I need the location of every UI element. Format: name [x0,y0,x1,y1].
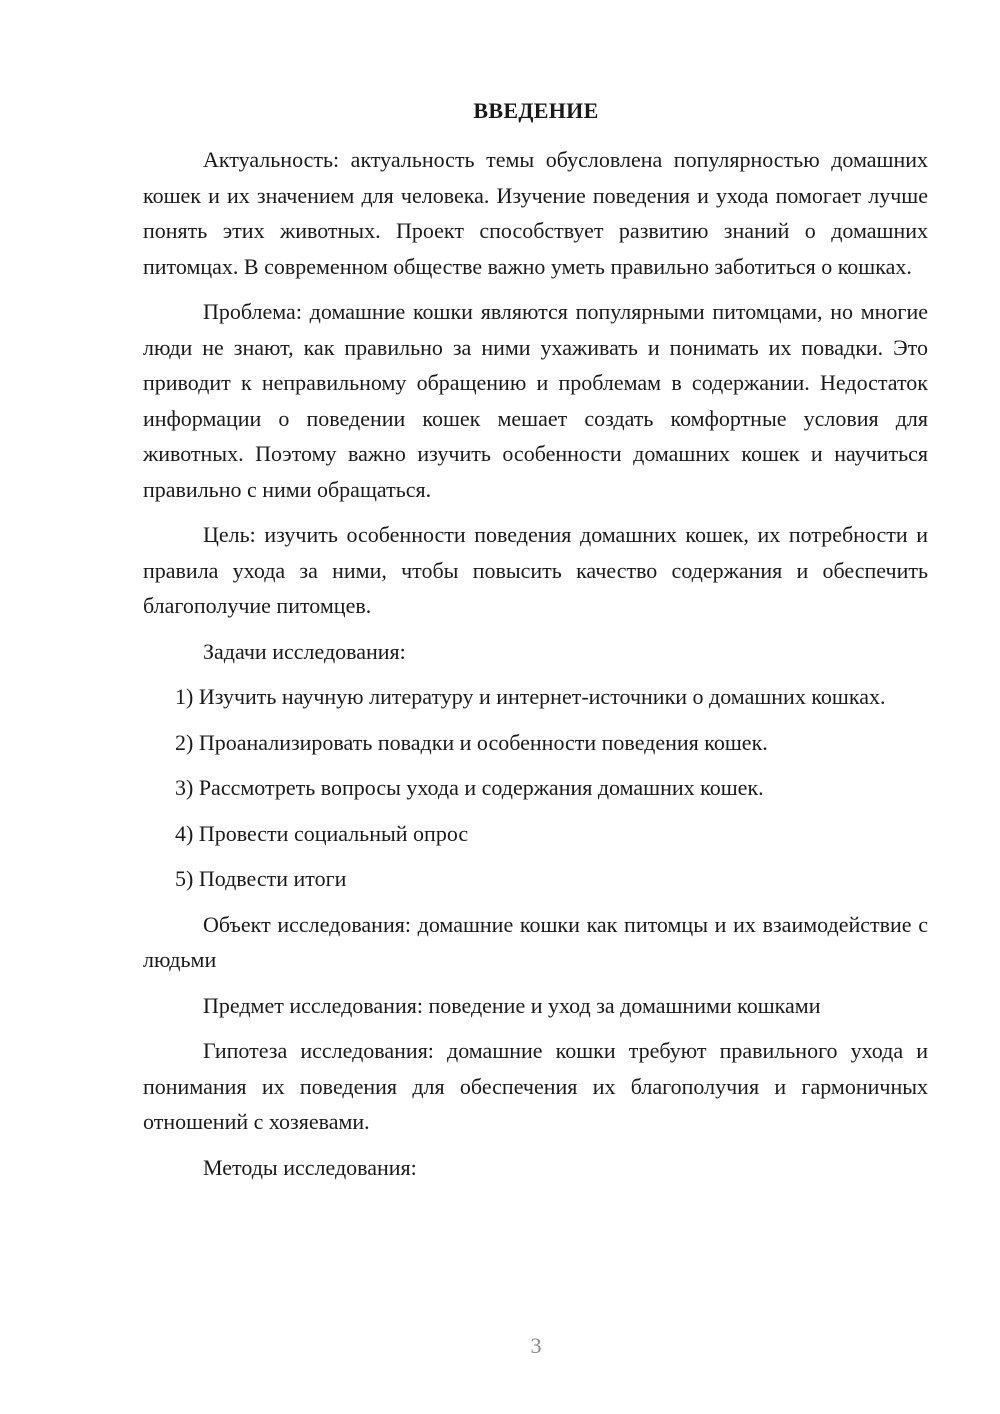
task-item-3: 3) Рассмотреть вопросы ухода и содержания домашних кошек. [175,775,764,800]
relevance-paragraph: Актуальность: актуальность темы обусловлена популярностью домашних кошек и их значением для человека. Изучение поведения и ухода помогает лучше понять этих животных. Проект способствует развитию знаний о домашних питомцах. В современном обществе важно уметь правильно заботиться о кошках. [143,147,928,279]
task-item-2: 2) Проанализировать повадки и особенности поведения кошек. [175,729,768,755]
problem-paragraph: Проблема: домашние кошки являются популярными питомцами, но многие люди не знают, как правильно за ними ухаживать и понимать их повадки. Это приводит к неправильному обращению и проблемам в содержании. Недостаток информации о поведении кошек мешает создать комфортные условия для животных. Поэтому важно изучить особенности домашних кошек и научиться правильно с ними обращаться. [143,299,928,502]
section-title: ВВЕДЕНИЕ [473,98,599,123]
methods-heading: Методы исследования: [203,1154,417,1180]
task-item-1: 1) Изучить научную литературу и интернет-источники о домашних кошках. [175,684,886,709]
tasks-heading: Задачи исследования: [203,638,406,664]
goal-paragraph: Цель: изучить особенности поведения домашних кошек, их потребности и правила ухода за ними, чтобы повысить качество содержания и обеспечить благополучие питомцев. [143,522,928,618]
task-item-4: 4) Провести социальный опрос [175,820,469,846]
body-text [143,142,928,1195]
page-number: 3 [530,1333,542,1358]
subject-paragraph: Предмет исследования: поведение и уход за домашними кошками [203,992,821,1018]
task-item-5: 5) Подвести итоги [175,866,347,891]
hypothesis-paragraph: Гипотеза исследования: домашние кошки требуют правильного ухода и понимания их поведения для обеспечения их благополучия и гармоничных отношений с хозяевами. [143,1038,928,1134]
object-paragraph: Объект исследования: домашние кошки как питомцы и их взаимодействие с людьми [143,911,928,972]
